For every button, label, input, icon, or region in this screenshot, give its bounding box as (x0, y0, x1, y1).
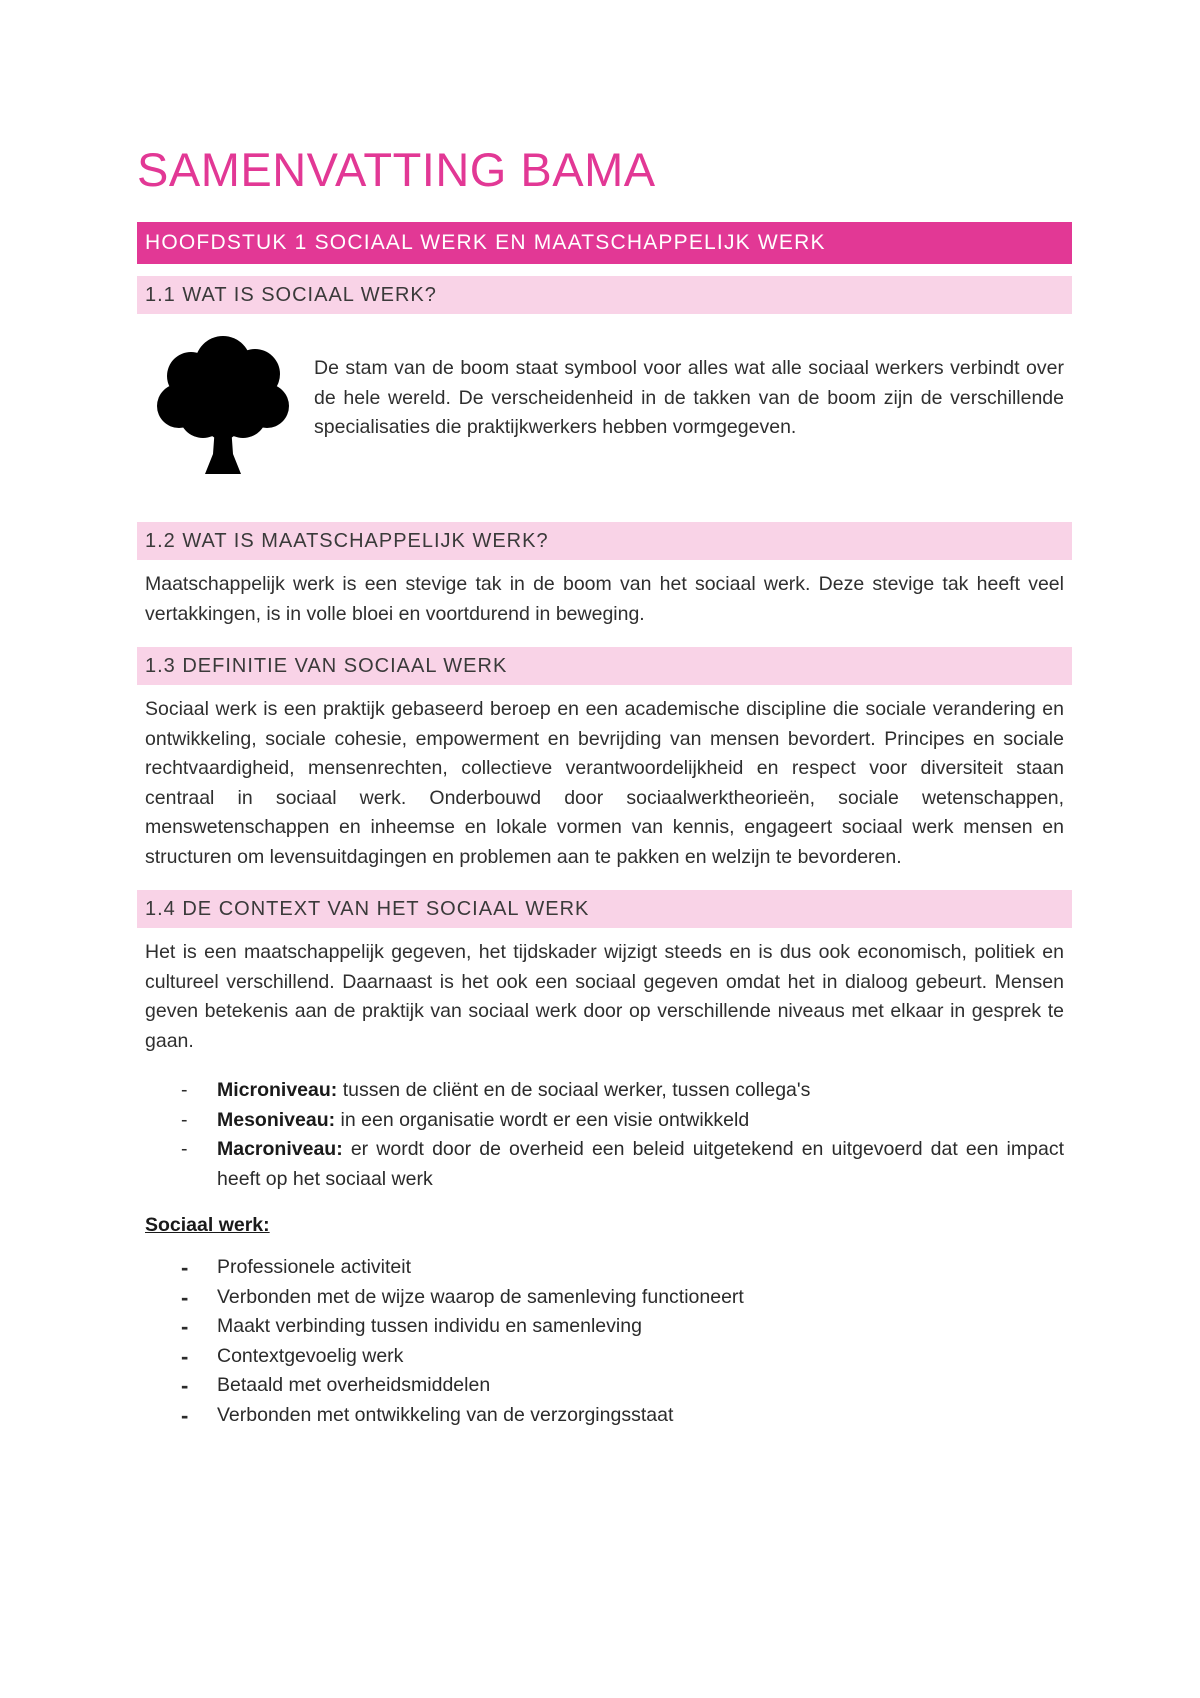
dash-bullet: - (181, 1402, 189, 1428)
dash-bullet: - (181, 1255, 189, 1280)
list-item (181, 1401, 1064, 1431)
list-item (181, 1135, 1064, 1194)
section-1-2-text: Maatschappelijk werk is een stevige tak in de boom van het sociaal werk. Deze stevige tak heeft veel vertakkingen, is in volle bloei en voortdurend in beweging. (145, 573, 1064, 625)
section-heading-1-1: 1.1 WAT IS SOCIAAL WERK? (137, 276, 1072, 314)
document-page (137, 140, 1072, 1430)
list-item-text: Verbonden met de wijze waarop de samenleving functioneert (217, 1285, 744, 1308)
list-item-text: Betaald met overheidsmiddelen (217, 1374, 491, 1396)
section-1-3-text: Sociaal werk is een praktijk gebaseerd beroep en een academische discipline die sociale verandering en ontwikkeling, sociale cohesie, empowerment en bevrijding van mensen bevordert. Principes en sociale rechtvaardigheid, mensenrechten, collectieve verantwoordelijkheid en respect voor diversiteit staan centraal in sociaal werk. Onderbouwd door sociaalwerktheorieën, sociale wetenschappen, menswetenschappen en inheemse en lokale vormen van kennis, engageert sociaal werk mensen en structuren om levensuitdagingen en problemen aan te pakken en welzijn te bevorderen. (145, 698, 1064, 868)
list-item (181, 1076, 1064, 1106)
section-1-1-body (137, 314, 1072, 514)
list-item (181, 1106, 1064, 1136)
section-heading-1-3: 1.3 DEFINITIE VAN SOCIAAL WERK (137, 647, 1072, 685)
list-item-text: Professionele activiteit (217, 1256, 412, 1278)
tree-icon (151, 334, 296, 484)
list-item (181, 1283, 1064, 1313)
levels-list (137, 1076, 1072, 1194)
level-label: Macroniveau: (217, 1138, 343, 1160)
level-label: Microniveau: (217, 1079, 338, 1101)
sociaal-werk-heading: Sociaal werk: (145, 1214, 270, 1236)
section-heading-1-4: 1.4 DE CONTEXT VAN HET SOCIAAL WERK (137, 890, 1072, 928)
level-label: Mesoniveau: (217, 1108, 336, 1131)
document-title: SAMENVATTING BAMA (137, 143, 656, 196)
list-item (181, 1342, 1064, 1372)
dash-bullet: - (181, 1138, 188, 1160)
section-1-4-text: Het is een maatschappelijk gegeven, het tijdskader wijzigt steeds en is dus ook economisch, politiek en cultureel verschillend. Daarnaast is het ook een sociaal gegeven omdat het in dialoog gebeurt. Mensen geven betekenis aan de praktijk van sociaal werk door op verschillende niveaus met elkaar in gesprek te gaan. (145, 941, 1064, 1052)
dash-bullet: - (181, 1373, 189, 1398)
dash-bullet: - (181, 1079, 188, 1101)
dash-bullet: - (181, 1314, 189, 1339)
list-item (181, 1371, 1064, 1401)
dash-bullet: - (181, 1284, 189, 1310)
dash-bullet: - (181, 1343, 189, 1369)
dash-bullet: - (181, 1108, 188, 1131)
section-heading-1-2: 1.2 WAT IS MAATSCHAPPELIJK WERK? (137, 522, 1072, 560)
sociaal-werk-list (137, 1253, 1072, 1430)
list-item-text: Verbonden met ontwikkeling van de verzorgingsstaat (217, 1403, 674, 1426)
list-item-text: Maakt verbinding tussen individu en samenleving (217, 1315, 642, 1337)
list-item-text: Contextgevoelig werk (217, 1344, 404, 1367)
list-item (181, 1312, 1064, 1342)
section-1-1-text: De stam van de boom staat symbool voor alles wat alle sociaal werkers verbindt over de hele wereld. De verscheidenheid in de takken van de boom zijn de verschillende specialisaties die praktijkwerkers hebben vormgegeven. (314, 357, 1064, 438)
list-item (181, 1253, 1064, 1283)
level-text: er wordt door de overheid een beleid uitgetekend en uitgevoerd dat een impact heeft op het sociaal werk (217, 1138, 1064, 1190)
level-text: in een organisatie wordt er een visie ontwikkeld (335, 1108, 750, 1131)
level-text: tussen de cliënt en de sociaal werker, tussen collega's (337, 1079, 811, 1101)
chapter-heading: HOOFDSTUK 1 SOCIAAL WERK EN MAATSCHAPPELIJK WERK (137, 222, 1072, 264)
